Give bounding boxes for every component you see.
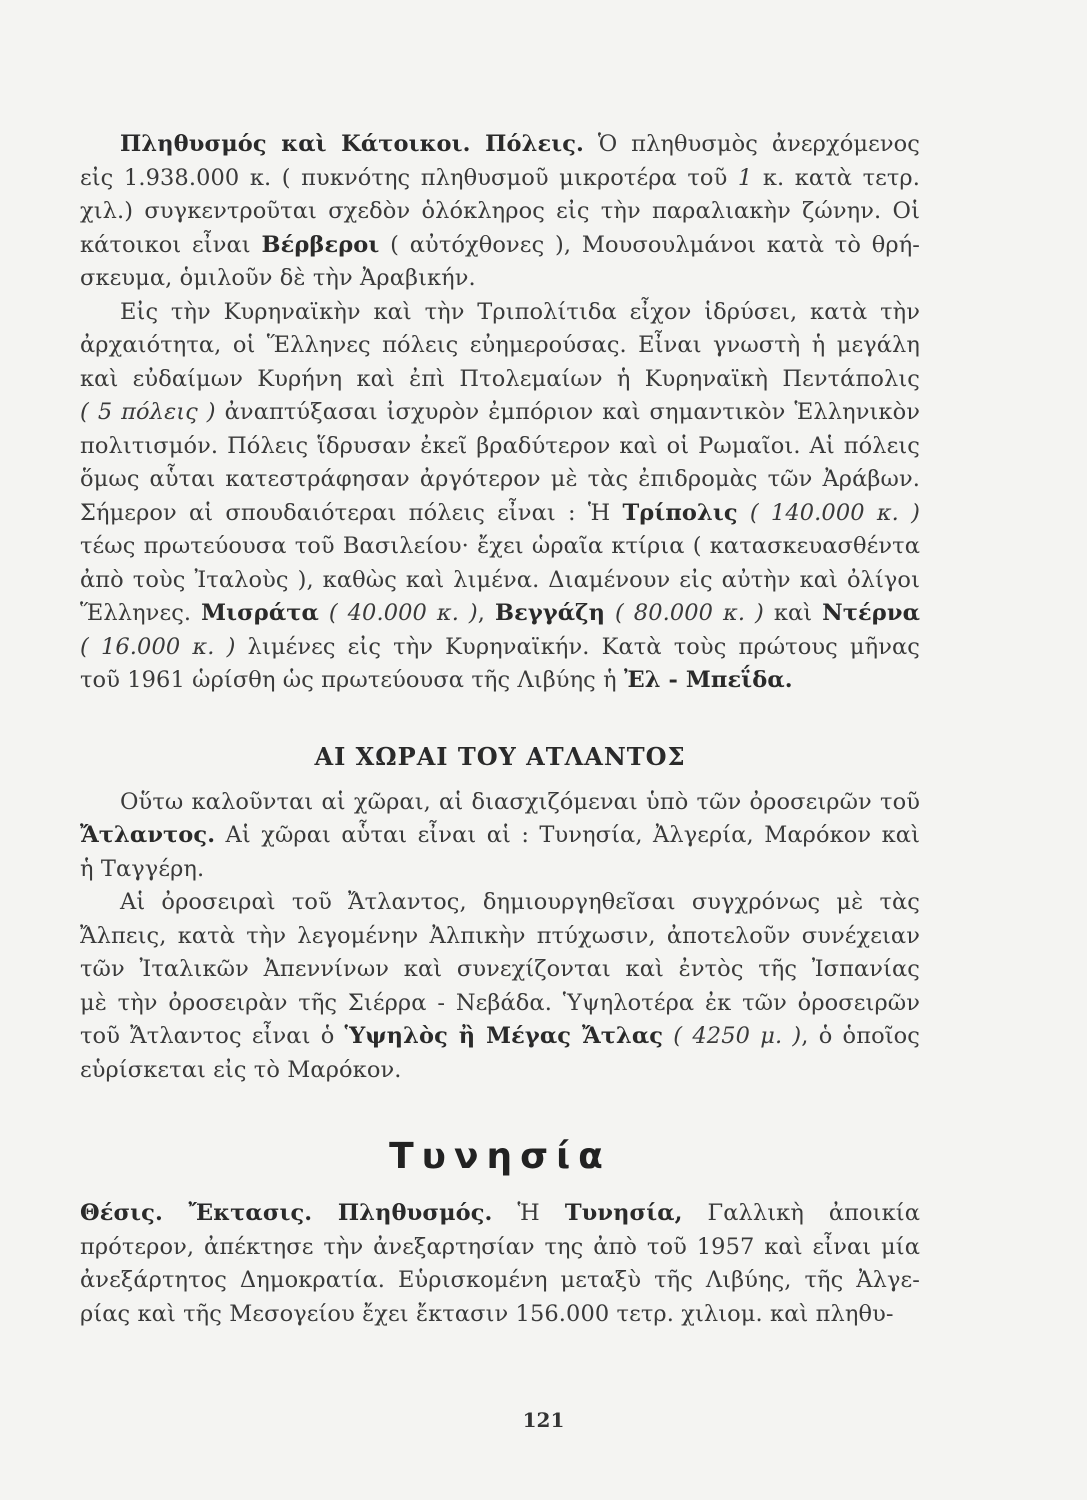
text-line: Θέσις. Ἔκτασις. Πληθυσμός. Ἡ Τυνησία, Γαλλικὴ ἀποικία bbox=[80, 1200, 920, 1226]
text-line: Εἰς τὴν Κυρηναϊκὴν καὶ τὴν Τριπολίτιδα εἶχον ἱδρύσει, κατὰ τὴν bbox=[120, 298, 920, 325]
text-line: Πληθυσμός καὶ Κάτοικοι. Πόλεις. Ὁ πληθυσμὸς ἀνερχόμενος bbox=[120, 131, 920, 157]
text-line: ( 16.000 κ. ) λιμένες εἰς τὴν Κυρηναϊκήν. Κατὰ τοὺς πρώτους μῆνας bbox=[80, 633, 921, 660]
text-line: κάτοικοι εἶναι Βέρβεροι ( αὐτόχθονες ), Μουσουλμάνοι κατὰ τὸ θρή- bbox=[80, 231, 920, 258]
section-heading-atlas: ΑΙ ΧΩΡΑΙ ΤΟΥ ΑΤΛΑΝΤΟΣ bbox=[314, 741, 686, 771]
text-line: ἀρχαιότητα, οἱ Ἕλληνες πόλεις εὐημερούσας. Εἶναι γνωστὴ ἡ μεγάλη bbox=[80, 332, 920, 358]
text-line: ρίας καὶ τῆς Μεσογείου ἔχει ἔκτασιν 156.000 τετρ. χιλιομ. καὶ πληθυ- bbox=[80, 1300, 894, 1327]
text-line: τοῦ 1961 ὡρίσθη ὡς πρωτεύουσα τῆς Λιβύης ἡ Ἐλ - Μπεΐδα. bbox=[80, 667, 793, 693]
text-line: Ἄλπεις, κατὰ τὴν λεγομένην Ἀλπικὴν πτύχωσιν, ἀποτελοῦν συνέχειαν bbox=[80, 922, 920, 949]
text-line: τέως πρωτεύουσα τοῦ Βασιλείου· ἔχει ὡραῖα κτίρια ( κατασκευασθέντα bbox=[80, 533, 920, 559]
text-line: τοῦ Ἄτλαντος εἶναι ὁ Ὑψηλὸς ἢ Μέγας Ἄτλας ( 4250 μ. ), ὁ ὁποῖος bbox=[80, 1023, 920, 1049]
text-line: πολιτισμόν. Πόλεις ἵδρυσαν ἐκεῖ βραδύτερον καὶ οἱ Ρωμαῖοι. Αἱ πόλεις bbox=[80, 432, 920, 459]
text-line: Ἕλληνες. Μισράτα ( 40.000 κ. ), Βεγγάζη ( 80.000 κ. ) καὶ Ντέρνα bbox=[80, 600, 920, 626]
page-number: 121 bbox=[522, 1408, 565, 1432]
paragraph-ancient-cities bbox=[80, 296, 920, 698]
text-line: ἀπὸ τοὺς Ἰταλοὺς ), καθὼς καὶ λιμένα. Διαμένουν εἰς αὐτὴν καὶ ὀλίγοι bbox=[80, 566, 920, 593]
paragraph-tunisia-position bbox=[80, 1197, 920, 1331]
paragraph-population-libya bbox=[80, 128, 920, 296]
text-line: σκευμα, ὁμιλοῦν δὲ τὴν Ἀραβικήν. bbox=[80, 265, 476, 291]
text-line: Αἱ ὀροσειραὶ τοῦ Ἄτλαντος, δημιουργηθεῖσαι συγχρόνως μὲ τὰς bbox=[120, 889, 920, 915]
text-line: ἀνεξάρτητος Δημοκρατία. Εὑρισκομένη μεταξὺ τῆς Λιβύης, τῆς Ἀλγε- bbox=[80, 1267, 920, 1293]
text-line: πρότερον, ἀπέκτησε τὴν ἀνεξαρτησίαν της ἀπὸ τοῦ 1957 καὶ εἶναι μία bbox=[80, 1233, 920, 1260]
text-line: τῶν Ἰταλικῶν Ἀπεννίνων καὶ συνεχίζονται καὶ ἐντὸς τῆς Ἰσπανίας bbox=[80, 956, 920, 982]
chapter-title-tunisia: Τυνησία bbox=[389, 1136, 611, 1177]
page-body bbox=[80, 128, 920, 1331]
text-line: μὲ τὴν ὀροσειρὰν τῆς Σιέρρα - Νεβάδα. Ὑψηλοτέρα ἐκ τῶν ὀροσειρῶν bbox=[80, 989, 920, 1016]
text-line: Οὕτω καλοῦνται αἱ χῶραι, αἱ διασχιζόμεναι ὑπὸ τῶν ὀροσειρῶν τοῦ bbox=[120, 788, 920, 815]
text-line: καὶ εὐδαίμων Κυρήνη καὶ ἐπὶ Πτολεμαίων ἡ Κυρηναϊκὴ Πεντάπολις bbox=[80, 365, 920, 392]
text-line: Σήμερον αἱ σπουδαιότεραι πόλεις εἶναι : Ἡ Τρίπολις ( 140.000 κ. ) bbox=[80, 499, 920, 526]
text-line: εἰς 1.938.000 κ. ( πυκνότης πληθυσμοῦ μικροτέρα τοῦ 1 κ. κατὰ τετρ. bbox=[80, 164, 921, 191]
text-line: Ἄτλαντος. Αἱ χῶραι αὗται εἶναι αἱ : Τυνησία, Ἀλγερία, Μαρόκον καὶ bbox=[80, 822, 920, 848]
paragraph-atlas-mountains bbox=[80, 886, 920, 1087]
text-line: ἡ Ταγγέρη. bbox=[80, 855, 205, 882]
text-line: ὅμως αὗται κατεστράφησαν ἀργότερον μὲ τὰς ἐπιδρομὰς τῶν Ἀράβων. bbox=[80, 466, 920, 492]
text-line: εὑρίσκεται εἰς τὸ Μαρόκον. bbox=[80, 1056, 402, 1083]
text-line: χιλ.) συγκεντροῦται σχεδὸν ὁλόκληρος εἰς τὴν παραλιακὴν ζώνην. Οἱ bbox=[80, 198, 920, 224]
text-line: ( 5 πόλεις ) ἀναπτύξασαι ἰσχυρὸν ἐμπόριον καὶ σημαντικὸν Ἑλληνικὸν bbox=[80, 399, 920, 425]
paragraph-atlas-countries bbox=[80, 786, 920, 887]
